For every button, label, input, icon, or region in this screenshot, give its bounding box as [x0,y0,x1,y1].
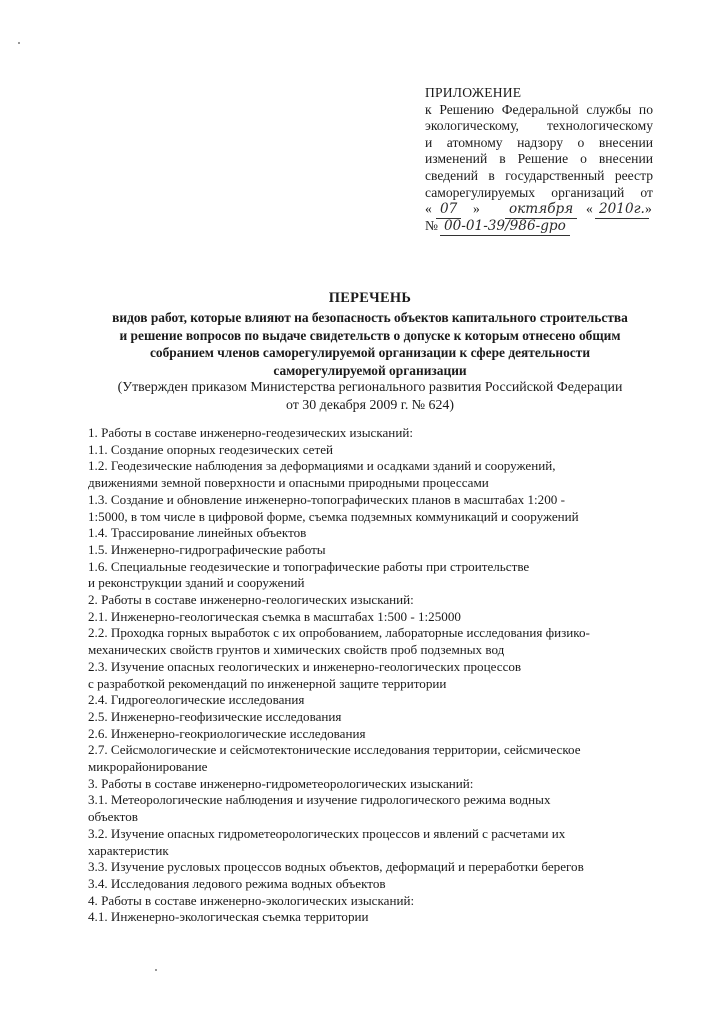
quote-open: « [425,201,432,217]
list-item: 1.3. Создание и обновление инженерно-топографических планов в масштабах 1:200 - [88,491,565,507]
list-item: 3.3. Изучение русловых процессов водных объектов, деформаций и переработки берегов [88,859,584,875]
list-item: 3.2. Изучение опасных гидрометеорологических процессов и явлений с расчетами их [88,825,566,841]
decision-date [425,201,653,218]
list-item: 1.5. Инженерно-гидрографические работы [88,541,326,557]
date-year: 2010г. [595,201,649,219]
list-item: 4.1. Инженерно-экологическая съемка территории [88,909,369,925]
document-title: ПЕРЕЧЕНЬ [328,290,412,306]
appendix-heading: ПРИЛОЖЕНИЕ [425,85,522,100]
scan-speck [18,42,20,44]
number-sign: № [425,218,438,234]
appendix-line: и атомному надзору о внесении [425,134,653,150]
subtitle-line: и решение вопросов по выдаче свидетельств о допуске к которым отнесено общим [119,327,621,343]
list-item: 2. Работы в составе инженерно-геологических изысканий: [88,592,414,608]
list-item: 3.1. Метеорологические наблюдения и изучение гидрологического режима водных [88,792,551,808]
scan-speck [155,969,157,971]
list-item: 2.1. Инженерно-геологическая съемка в масштабах 1:500 - 1:25000 [88,608,461,624]
list-item: характеристик [88,842,169,858]
quote-open: « [586,201,593,217]
approval-line: от 30 декабря 2009 г. № 624) [286,397,454,413]
list-item: 1.1. Создание опорных геодезических сетей [88,441,334,457]
list-item: 3. Работы в составе инженерно-гидрометеорологических изысканий: [88,775,474,791]
approval-line: (Утвержден приказом Министерства регионального развития Российской Федерации [117,380,623,396]
list-item: 1.2. Геодезические наблюдения за деформациями и осадками зданий и сооружений, [88,458,556,474]
subtitle-line: саморегулируемой организации [273,362,467,378]
list-item: механических свойств грунтов и химических свойств проб подземных вод [88,642,505,658]
subtitle-line: собранием членов саморегулируемой организации к сфере деятельности [149,345,591,361]
decision-number [425,218,653,235]
list-item: 2.6. Инженерно-геокриологические исследования [88,725,366,741]
list-item: 2.4. Гидрогеологические исследования [88,692,305,708]
list-item: 1.4. Трассирование линейных объектов [88,525,307,541]
list-item: 2.2. Проходка горных выработок с их опробованием, лабораторные исследования физико- [88,625,590,641]
quote-close: » [645,201,652,217]
approval-note [60,379,680,414]
work-types-list [88,425,648,926]
appendix-line: саморегулируемых организаций от [425,184,653,200]
list-item: 1. Работы в составе инженерно-геодезических изысканий: [88,425,413,440]
quote-close: » [473,201,480,217]
decision-number-value: 00-01-39/986-gpo [440,218,570,236]
list-item: и реконструкции зданий и сооружений [88,575,305,591]
list-item: 4. Работы в составе инженерно-экологических изысканий: [88,892,415,908]
list-item: с разработкой рекомендаций по инженерной защите территории [88,675,447,691]
list-item: микрорайонирование [88,759,208,775]
list-item: 2.7. Сейсмологические и сейсмотектонические исследования территории, сейсмическое [88,742,581,758]
appendix-block [425,85,653,235]
list-item: 1:5000, в том числе в цифровой форме, съемка подземных коммуникаций и сооружений [88,508,579,524]
appendix-line: сведений в государственный реестр [425,167,653,183]
document-subtitle [60,309,680,379]
list-item: движениями земной поверхности и опасными природными процессами [88,475,489,491]
list-item: 1.6. Специальные геодезические и топографические работы при строительстве [88,558,530,574]
list-item: объектов [88,809,138,825]
document-title-block [60,289,680,414]
appendix-line: к Решению Федеральной службы по [425,101,653,117]
appendix-line: экологическому, технологическому [425,118,653,134]
date-day: 07 [436,201,461,219]
list-item: 2.5. Инженерно-геофизические исследования [88,708,342,724]
appendix-line: изменений в Решение о внесении [425,151,653,167]
list-item: 3.4. Исследования ледового режима водных объектов [88,875,386,891]
date-month: октября [505,201,577,219]
list-item: 2.3. Изучение опасных геологических и инженерно-геологических процессов [88,658,522,674]
subtitle-line: видов работ, которые влияют на безопасность объектов капитального строительства [112,310,628,325]
